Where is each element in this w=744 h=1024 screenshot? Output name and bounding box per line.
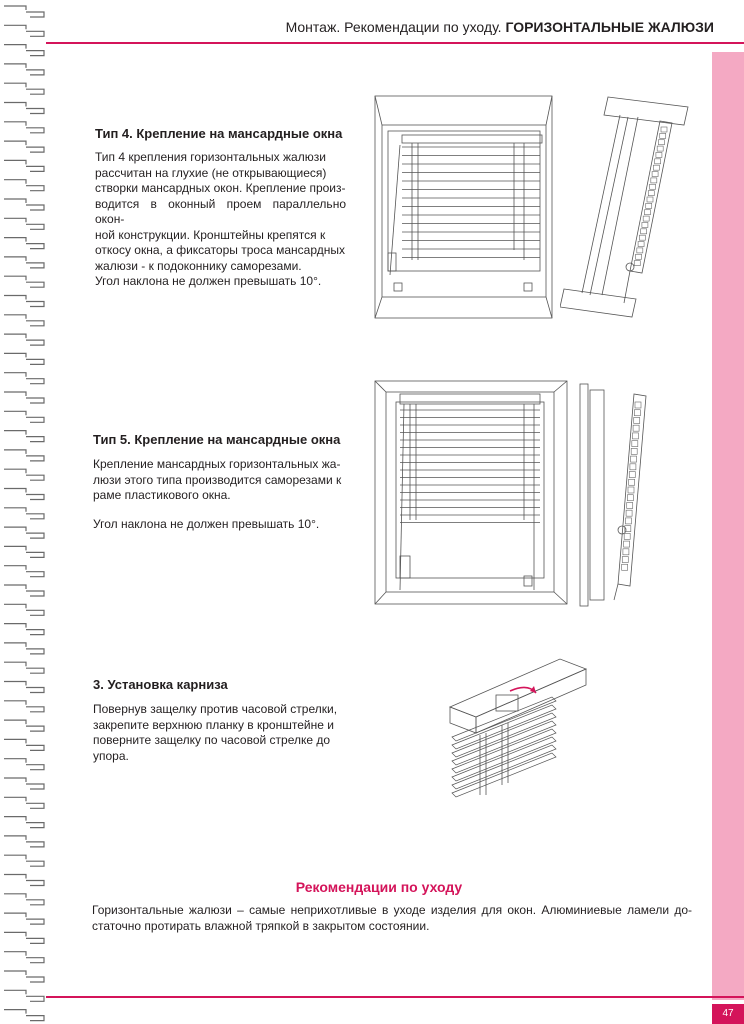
binding-coil bbox=[4, 778, 44, 789]
binding-coil bbox=[4, 373, 44, 384]
install-line: Повернув защелку против часовой стрелки, bbox=[93, 702, 338, 716]
binding-coil bbox=[4, 238, 44, 249]
binding-coil bbox=[4, 160, 44, 171]
binding-coil bbox=[4, 392, 44, 403]
slat-edge bbox=[661, 127, 667, 132]
binding-coil bbox=[4, 932, 44, 943]
type4-side-diagram bbox=[560, 95, 690, 321]
side-color-strip bbox=[712, 52, 744, 1000]
slat-edge bbox=[626, 510, 632, 516]
binding-coil bbox=[4, 431, 44, 442]
headrail-install-diagram bbox=[440, 655, 590, 805]
type4-angle-note: Угол наклона не должен превышать 10°. bbox=[95, 274, 322, 288]
binding-coil bbox=[4, 701, 44, 712]
binding-coil bbox=[4, 489, 44, 500]
slat-edge bbox=[657, 146, 663, 151]
binding-coil bbox=[4, 624, 44, 635]
slat-edge bbox=[622, 557, 628, 563]
slat-edge bbox=[634, 410, 640, 416]
binding-coil bbox=[4, 296, 44, 307]
slat-edge bbox=[642, 222, 648, 227]
binding-coil bbox=[4, 83, 44, 94]
type5-description bbox=[93, 457, 345, 504]
binding-coil bbox=[4, 257, 44, 268]
binding-coil bbox=[4, 759, 44, 770]
binding-coil bbox=[4, 334, 44, 345]
binding-coil bbox=[4, 103, 44, 114]
slat-edge bbox=[646, 203, 652, 208]
type4-line: Тип 4 крепления горизонтальных жалюзи bbox=[95, 150, 326, 164]
footer-divider bbox=[46, 996, 744, 998]
slat-edge bbox=[632, 441, 638, 447]
header-title-prefix: Монтаж. Рекомендации по уходу. bbox=[285, 19, 502, 35]
binding-coil bbox=[4, 45, 44, 56]
slat-edge bbox=[624, 533, 630, 539]
slat-edge bbox=[629, 479, 635, 485]
binding-coil bbox=[4, 817, 44, 828]
care-text: Горизонтальные жалюзи – самые неприхотливые в уходе изделия для окон. Алюминиевые ламели до-статочно протирать влажной тряпкой в закрытом состоянии. bbox=[92, 903, 692, 933]
binding-coil bbox=[4, 469, 44, 480]
binding-coil bbox=[4, 643, 44, 654]
binding-coil bbox=[4, 682, 44, 693]
slat-edge bbox=[655, 159, 661, 164]
slat-edge bbox=[650, 184, 656, 189]
slat-edge bbox=[656, 152, 662, 157]
binding-coil bbox=[4, 353, 44, 364]
slat-edge bbox=[628, 487, 634, 493]
binding-coil bbox=[4, 797, 44, 808]
binding-coil bbox=[4, 836, 44, 847]
binding-coil bbox=[4, 546, 44, 557]
care-title: Рекомендации по уходу bbox=[295, 879, 463, 895]
binding-coil bbox=[4, 315, 44, 326]
slat-edge bbox=[653, 165, 659, 170]
slat-edge bbox=[643, 216, 649, 221]
slat-edge bbox=[637, 248, 643, 253]
slat-edge bbox=[660, 133, 666, 138]
type4-description bbox=[95, 150, 346, 274]
page-header bbox=[286, 19, 714, 35]
type5-side-diagram bbox=[578, 380, 658, 610]
binding-coil bbox=[4, 218, 44, 229]
type5-line: люзи этого типа производится саморезами к bbox=[93, 472, 342, 487]
type4-window-diagram bbox=[374, 95, 554, 321]
blind-slat bbox=[452, 729, 556, 773]
slat-edge bbox=[627, 495, 633, 501]
type4-line: водится в оконный проем параллельно окон- bbox=[95, 196, 346, 226]
spiral-binding bbox=[0, 0, 46, 1024]
slat-edge bbox=[630, 464, 636, 470]
type5-title: Тип 5. Крепление на мансардные окна bbox=[93, 432, 341, 447]
page-number: 47 bbox=[712, 1004, 744, 1024]
binding-coil bbox=[4, 585, 44, 596]
binding-coil bbox=[4, 180, 44, 191]
slat-edge bbox=[627, 502, 633, 508]
type5-line: раме пластикового окна. bbox=[93, 488, 231, 502]
blind-slat bbox=[452, 721, 556, 765]
binding-coil bbox=[4, 739, 44, 750]
blind-slat bbox=[452, 697, 556, 741]
blind-slat bbox=[452, 705, 556, 749]
binding-coil bbox=[4, 508, 44, 519]
binding-coil bbox=[4, 990, 44, 1001]
install-line: упора. bbox=[93, 748, 129, 763]
slat-edge bbox=[651, 178, 657, 183]
slat-edge bbox=[634, 417, 640, 423]
binding-coil bbox=[4, 199, 44, 210]
blind-slat bbox=[452, 745, 556, 789]
type4-line: створки мансардных окон. Крепление произ- bbox=[95, 181, 346, 195]
install-line: закрепите верхнюю планку в кронштейне и bbox=[93, 717, 334, 732]
slat-edge bbox=[639, 235, 645, 240]
slat-edge bbox=[629, 472, 635, 478]
binding-coil bbox=[4, 566, 44, 577]
binding-coil bbox=[4, 662, 44, 673]
binding-coil bbox=[4, 450, 44, 461]
type5-window-diagram bbox=[374, 380, 569, 606]
binding-coil bbox=[4, 6, 44, 17]
slat-edge bbox=[633, 425, 639, 431]
slat-edge bbox=[652, 172, 658, 177]
type5-line: Крепление мансардных горизонтальных жа- bbox=[93, 457, 341, 471]
slat-edge bbox=[631, 456, 637, 462]
slat-edge bbox=[635, 402, 641, 408]
slat-edge bbox=[658, 140, 664, 145]
binding-coil bbox=[4, 411, 44, 422]
binding-coil bbox=[4, 971, 44, 982]
binding-coil bbox=[4, 875, 44, 886]
slat-edge bbox=[636, 254, 642, 259]
binding-coil bbox=[4, 913, 44, 924]
binding-coil bbox=[4, 720, 44, 731]
binding-coil bbox=[4, 122, 44, 133]
slat-edge bbox=[631, 448, 637, 454]
slat-edge bbox=[644, 210, 650, 215]
type4-line: рассчитан на глухие (не открывающиеся) bbox=[95, 165, 327, 180]
binding-coil bbox=[4, 855, 44, 866]
binding-coil bbox=[4, 64, 44, 75]
binding-coil bbox=[4, 894, 44, 905]
type5-angle-note: Угол наклона не должен превышать 10°. bbox=[93, 517, 320, 531]
blind-slat bbox=[452, 713, 556, 757]
binding-coil bbox=[4, 952, 44, 963]
binding-coil bbox=[4, 276, 44, 287]
slat-edge bbox=[623, 549, 629, 555]
binding-coil bbox=[4, 527, 44, 538]
type4-line: ной конструкции. Кронштейны крепятся к bbox=[95, 227, 326, 242]
slat-edge bbox=[622, 564, 628, 570]
type4-title: Тип 4. Крепление на мансардные окна bbox=[95, 126, 343, 141]
install-line: поверните защелку по часовой стрелке до bbox=[93, 733, 331, 747]
header-title-main: ГОРИЗОНТАЛЬНЫЕ ЖАЛЮЗИ bbox=[505, 19, 714, 35]
blind-slat bbox=[452, 737, 556, 781]
binding-coil bbox=[4, 1010, 44, 1021]
blind-slat bbox=[452, 753, 556, 797]
install-description bbox=[93, 702, 346, 764]
binding-coil bbox=[4, 604, 44, 615]
slat-edge bbox=[648, 191, 654, 196]
slat-edge bbox=[641, 229, 647, 234]
slat-edge bbox=[625, 518, 631, 524]
install-title: 3. Установка карниза bbox=[93, 677, 228, 692]
slat-edge bbox=[632, 433, 638, 439]
slat-edge bbox=[634, 261, 640, 266]
type4-line: жалюзи - к подоконнику саморезами. bbox=[95, 258, 302, 273]
header-divider bbox=[46, 42, 744, 44]
slat-edge bbox=[638, 242, 644, 247]
type4-line: откосу окна, а фиксаторы троса мансардных bbox=[95, 243, 345, 257]
slat-edge bbox=[647, 197, 653, 202]
slat-edge bbox=[624, 541, 630, 547]
binding-coil bbox=[4, 25, 44, 36]
binding-coil bbox=[4, 141, 44, 152]
